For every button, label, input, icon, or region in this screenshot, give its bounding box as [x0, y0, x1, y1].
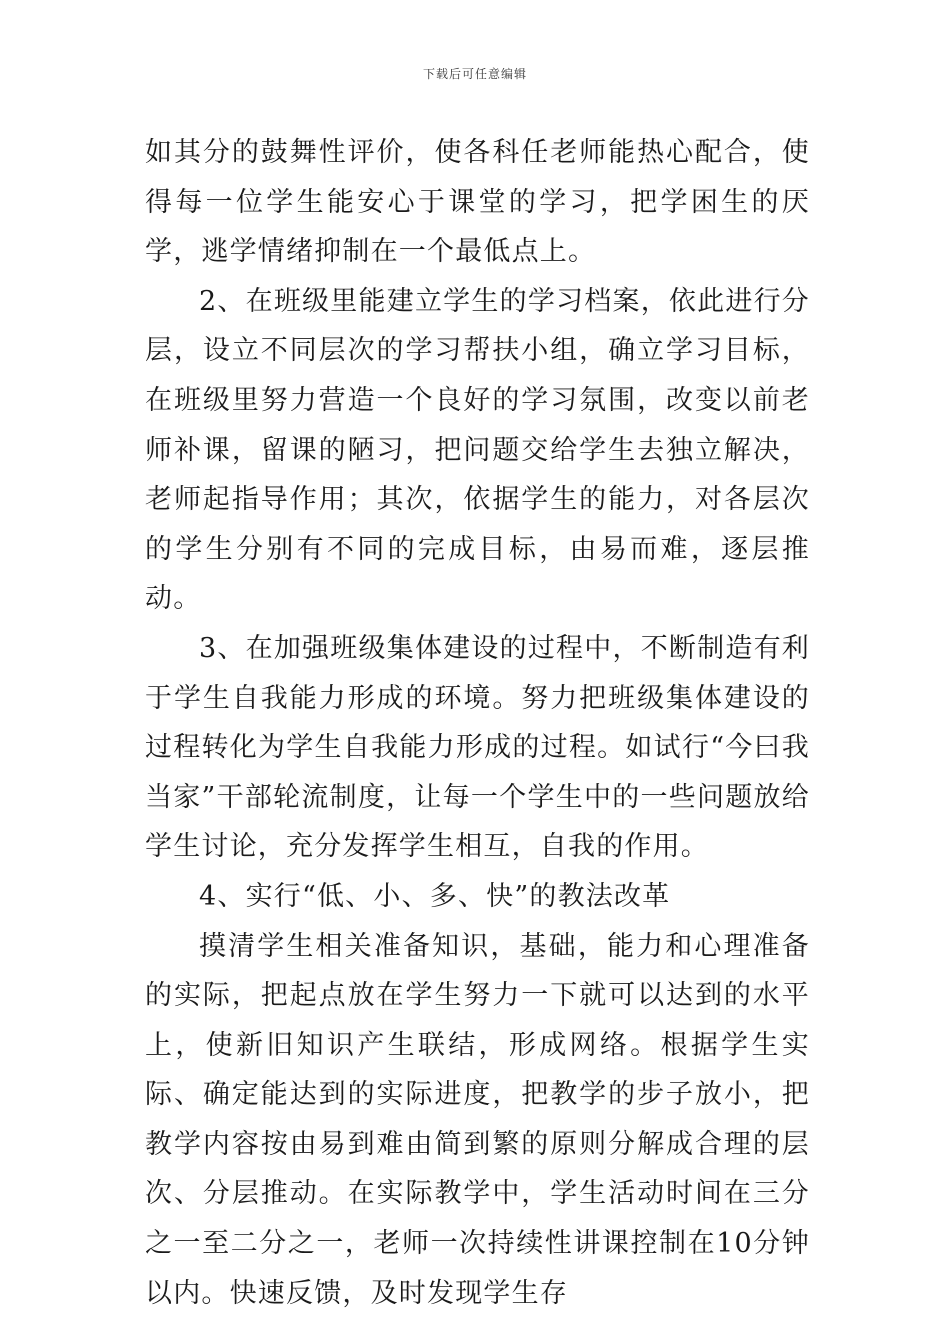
paragraph-continuation: 如其分的鼓舞性评价，使各科任老师能热心配合，使得每一位学生能安心于课堂的学习，把学困生的厌学，逃学情绪抑制在一个最低点上。: [145, 137, 810, 268]
paragraph-item-3: 3、在加强班级集体建设的过程中，不断制造有利于学生自我能力形成的环境。努力把班级集体建设的过程转化为学生自我能力形成的过程。如试行“今曰我当家”干部轮流制度，让每一个学生中的一些问题放给学生讨论，充分发挥学生相互，自我的作用。: [145, 632, 810, 863]
page-header: 下载后可任意编辑: [422, 67, 527, 81]
paragraph-item-4-body: 摸清学生相关准备知识，基础，能力和心理准备的实际，把起点放在学生努力一下就可以达到的水平上，使新旧知识产生联结，形成网络。根据学生实际、确定能达到的实际进度，把教学的步子放小，把教学内容按由易到难由简到繁的原则分解成合理的层次、分层推动。在实际教学中，学生活动时间在三分之一至二分之一，老师一次持续性讲课控制在10分钟以内。快速反馈，及时发现学生存: [145, 930, 810, 1309]
paragraph-item-4-heading: 4、实行“低、小、多、快”的教法改革: [199, 880, 671, 912]
document-body: [145, 128, 810, 1318]
paragraph-item-2: 2、在班级里能建立学生的学习档案，依此进行分层，设立不同层次的学习帮扶小组，确立学习目标，在班级里努力营造一个良好的学习氛围，改变以前老师补课，留课的陋习，把问题交给学生去独立解决，老师起指导作用；其次，依据学生的能力，对各层次的学生分别有不同的完成目标，由易而难，逐层推动。: [145, 285, 810, 615]
